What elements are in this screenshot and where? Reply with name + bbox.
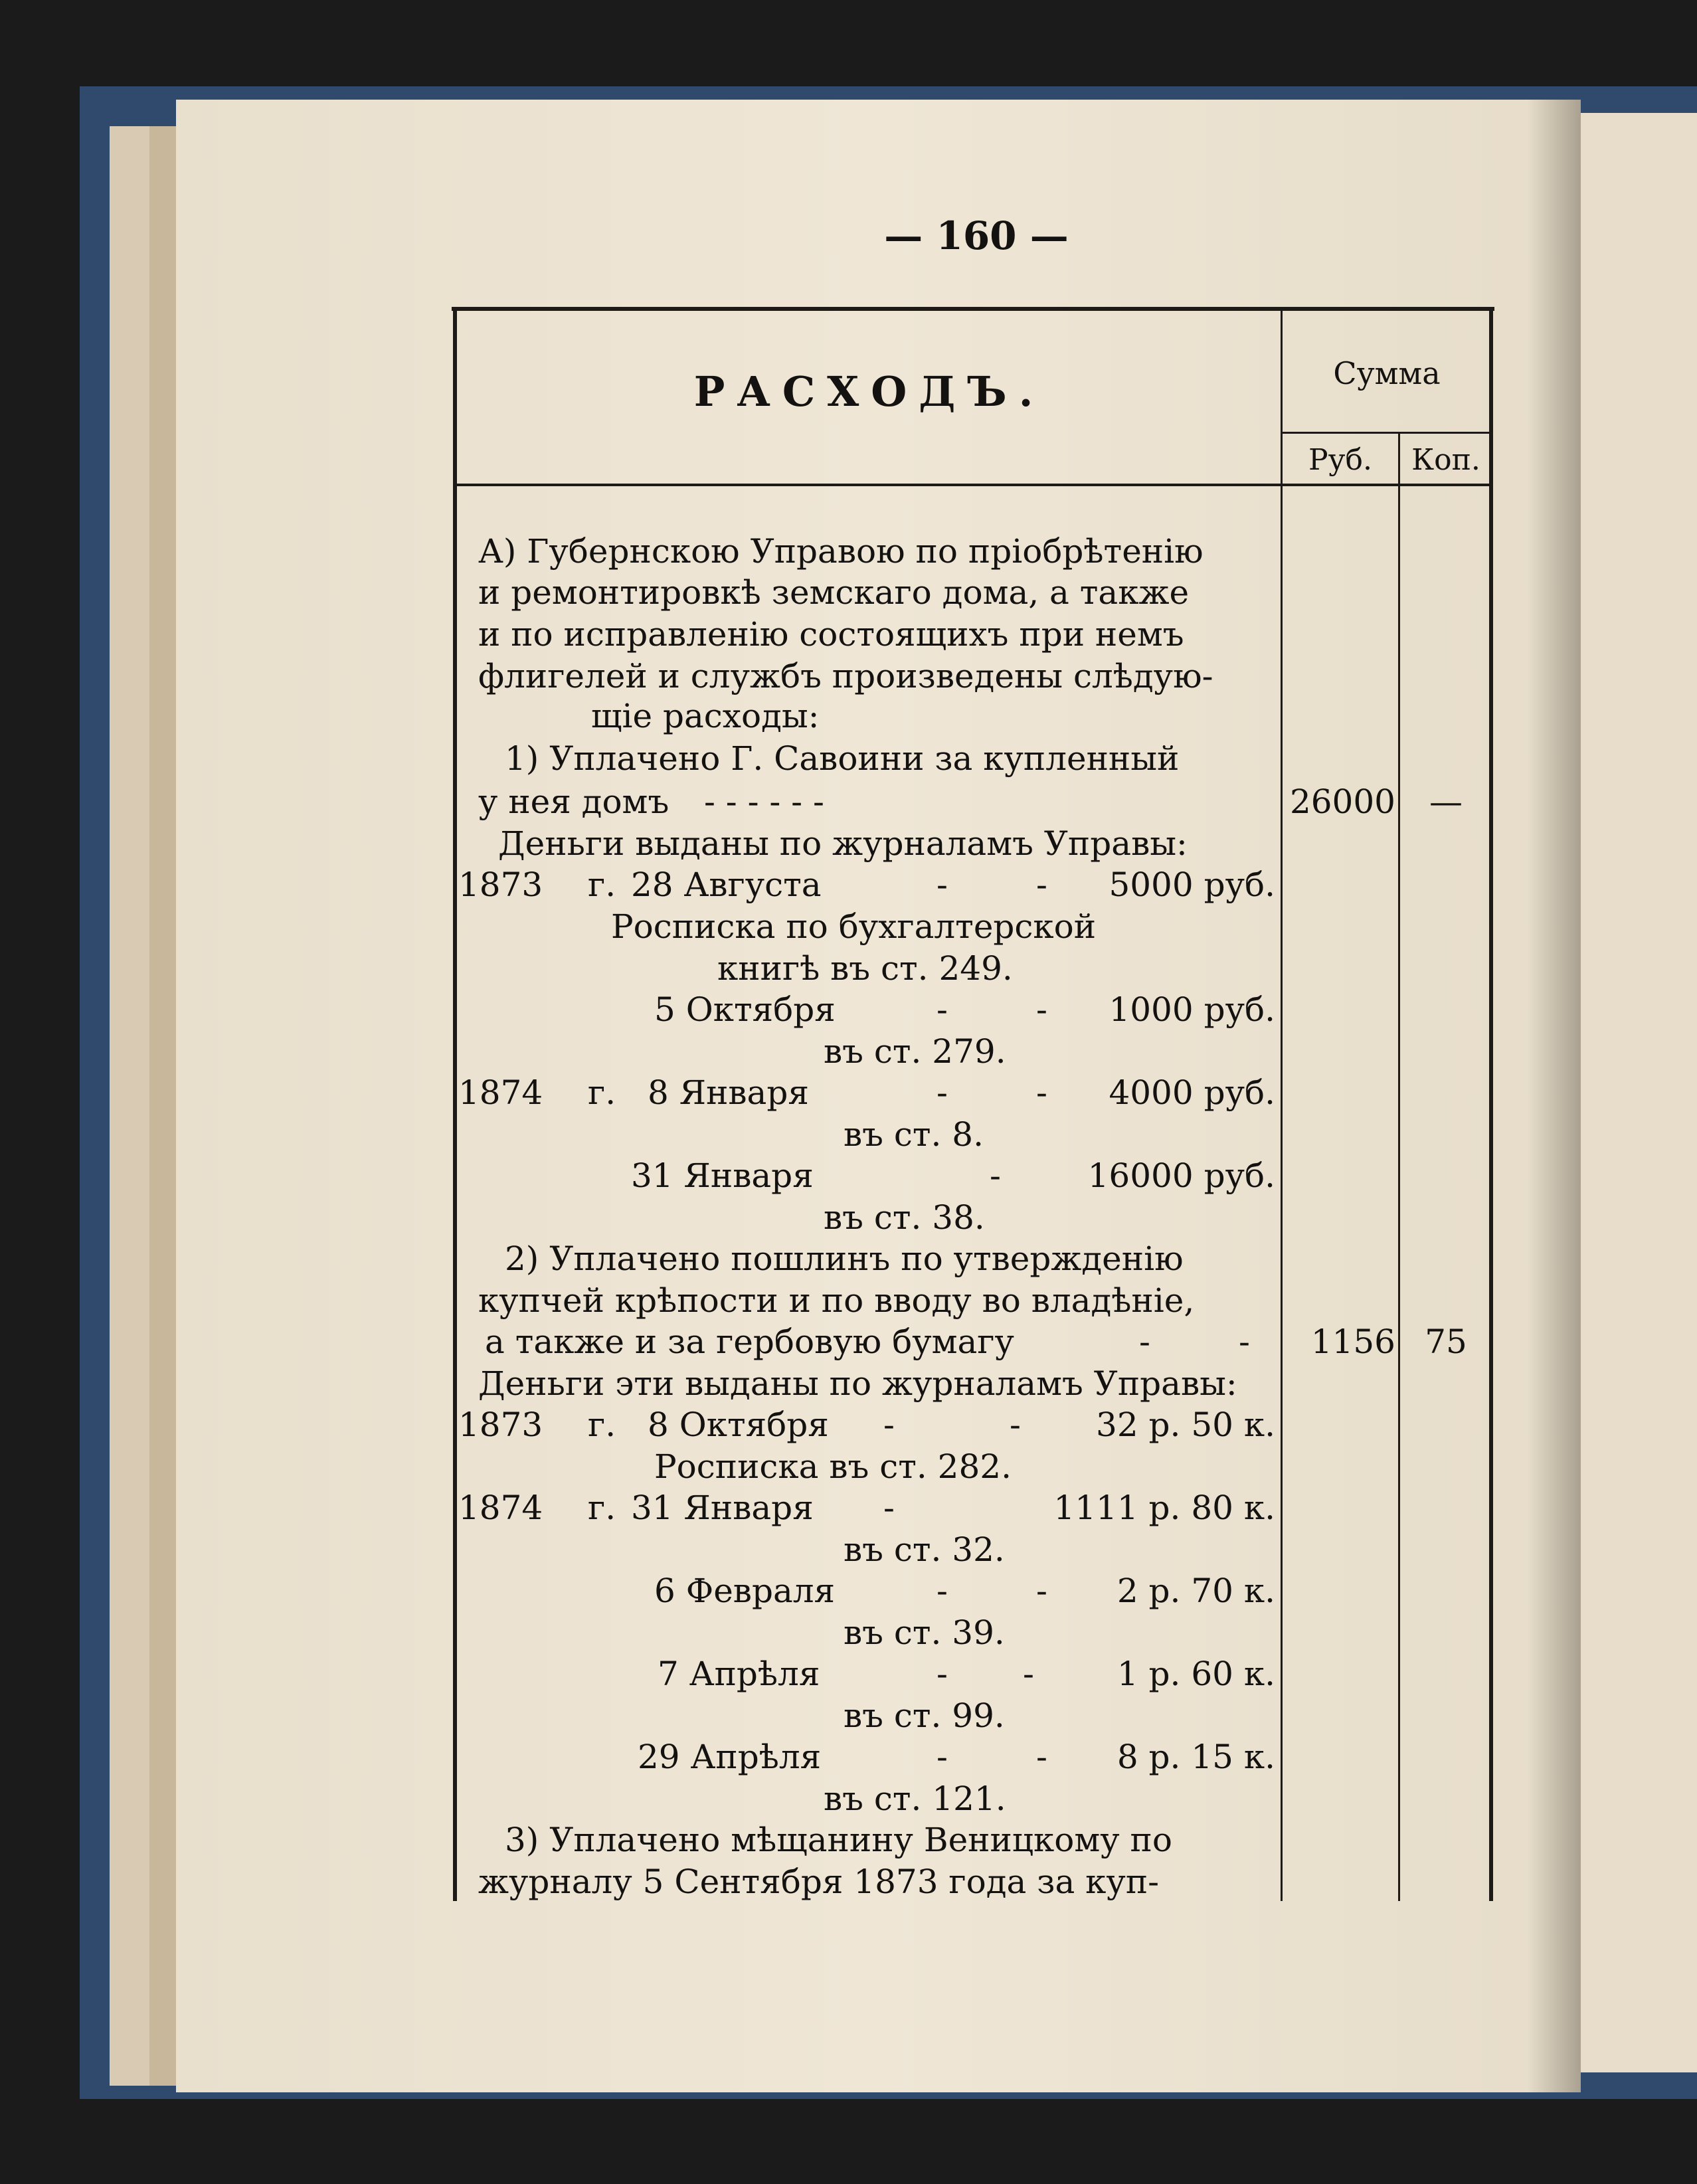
row-amount: 4000 руб. — [1109, 1073, 1275, 1112]
row-date: 8 Января — [648, 1073, 809, 1112]
section-a-line: и ремонтировкѣ земскаго дома, а также — [478, 573, 1190, 612]
table-top-rule — [452, 307, 1494, 311]
row-amount: 1111 р. 80 к. — [1053, 1489, 1275, 1527]
row-receipt: въ ст. 279. — [824, 1032, 1006, 1071]
column-rule-sum — [1281, 307, 1283, 1901]
header-sum-subrule — [1281, 432, 1492, 434]
row-receipt: въ ст. 39. — [844, 1613, 1005, 1652]
row-g: г. — [588, 1489, 616, 1527]
row-date: 31 Января — [631, 1156, 814, 1195]
item2-line3: а также и за гербовую бумагу — [485, 1322, 1014, 1361]
item2-kop: 75 — [1425, 1322, 1467, 1361]
rub-column-header: Руб. — [1308, 443, 1372, 477]
row-dash: - — [1036, 1073, 1047, 1112]
row-amount: 1000 руб. — [1109, 990, 1275, 1029]
row-dash: - — [937, 1655, 948, 1693]
item1-rub: 26000 — [1289, 782, 1395, 821]
row-date: 29 Апрѣля — [638, 1738, 822, 1776]
facing-page-edge — [1581, 113, 1697, 2072]
row-amount: 8 р. 15 к. — [1116, 1738, 1275, 1776]
row-dash: - — [1239, 1322, 1250, 1361]
item1-kop: — — [1429, 782, 1463, 821]
row-date: 8 Октября — [648, 1406, 829, 1444]
table-left-rule — [453, 307, 457, 1901]
page-number: — 160 — — [884, 213, 1069, 258]
section-a-line: А) Губернскою Управою по пріобрѣтенію — [478, 532, 1204, 571]
row-date: 5 Октября — [654, 990, 836, 1029]
row-dash: - — [937, 1738, 948, 1776]
row-dash: - — [1036, 865, 1047, 904]
row-date: 31 Января — [631, 1489, 814, 1527]
column-rule-kop — [1398, 432, 1400, 1901]
row-dash: - — [1036, 1738, 1047, 1776]
row-year: 1874 — [458, 1489, 543, 1527]
row-dash: - — [1036, 1572, 1047, 1610]
row-dash: - — [883, 1489, 895, 1527]
item2-line1: 2) Уплачено пошлинъ по утвержденію — [505, 1239, 1184, 1278]
row-year: 1873 — [458, 865, 543, 904]
section-a-line: и по исправленію состоящихъ при немъ — [478, 615, 1184, 654]
row-amount: 32 р. 50 к. — [1096, 1406, 1275, 1444]
row-g: г. — [588, 1073, 616, 1112]
page-edges — [110, 126, 149, 2086]
row-receipt: Росписка въ ст. 282. — [654, 1447, 1012, 1486]
row-g: г. — [588, 865, 616, 904]
table-title: РАСХОДЪ. — [693, 367, 1045, 416]
row-dash: - — [937, 1572, 948, 1610]
item1-leader-dashes: - - - - - - — [704, 782, 824, 821]
row-g: г. — [588, 1406, 616, 1444]
item1-journal: Деньги выданы по журналамъ Управы: — [498, 824, 1188, 863]
row-dash: - — [1036, 990, 1047, 1029]
row-year: 1874 — [458, 1073, 543, 1112]
row-dash: - — [1010, 1406, 1021, 1444]
row-receipt: въ ст. 8. — [844, 1115, 984, 1154]
row-receipt: въ ст. 121. — [824, 1779, 1006, 1818]
row-dash: - — [990, 1156, 1001, 1195]
sum-column-header: Сумма — [1333, 355, 1441, 391]
row-date: 7 Апрѣля — [658, 1655, 820, 1693]
item3-line2: журналу 5 Сентября 1873 года за куп- — [478, 1863, 1160, 1901]
page-gutter-shadow — [1528, 100, 1581, 2092]
item1-line2: у нея домъ — [478, 782, 670, 821]
header-bottom-rule — [453, 484, 1492, 486]
row-dash: - — [937, 990, 948, 1029]
row-dash: - — [1023, 1655, 1034, 1693]
row-receipt: въ ст. 32. — [844, 1530, 1005, 1569]
item1-line1: 1) Уплачено Г. Савоини за купленный — [505, 739, 1180, 778]
item3-line1: 3) Уплачено мѣщанину Веницкому по — [505, 1821, 1172, 1859]
page-edges-inner — [149, 126, 176, 2086]
row-year: 1873 — [458, 1406, 543, 1444]
row-receipt: Росписка по бухгалтерской — [611, 907, 1097, 946]
row-amount: 5000 руб. — [1109, 865, 1275, 904]
row-date: 6 Февраля — [654, 1572, 836, 1610]
item2-journal: Деньги эти выданы по журналамъ Управы: — [478, 1364, 1237, 1403]
row-receipt: книгѣ въ ст. 249. — [717, 949, 1013, 988]
row-dash: - — [883, 1406, 895, 1444]
section-a-line: флигелей и службъ произведены слѣдую- — [478, 657, 1213, 695]
row-dash: - — [937, 1073, 948, 1112]
row-dash: - — [937, 865, 948, 904]
section-a-line: щіе расходы: — [591, 697, 820, 735]
row-amount: 1 р. 60 к. — [1116, 1655, 1275, 1693]
row-receipt: въ ст. 38. — [824, 1198, 985, 1237]
row-date: 28 Августа — [631, 865, 822, 904]
kop-column-header: Коп. — [1411, 443, 1480, 477]
item2-line2: купчей крѣпости и по вводу во владѣніе, — [478, 1281, 1195, 1320]
row-amount: 16000 руб. — [1087, 1156, 1275, 1195]
row-receipt: въ ст. 99. — [844, 1696, 1005, 1735]
row-dash: - — [1139, 1322, 1150, 1361]
table-right-rule — [1489, 307, 1493, 1901]
item2-rub: 1156 — [1310, 1322, 1395, 1361]
row-amount: 2 р. 70 к. — [1116, 1572, 1275, 1610]
